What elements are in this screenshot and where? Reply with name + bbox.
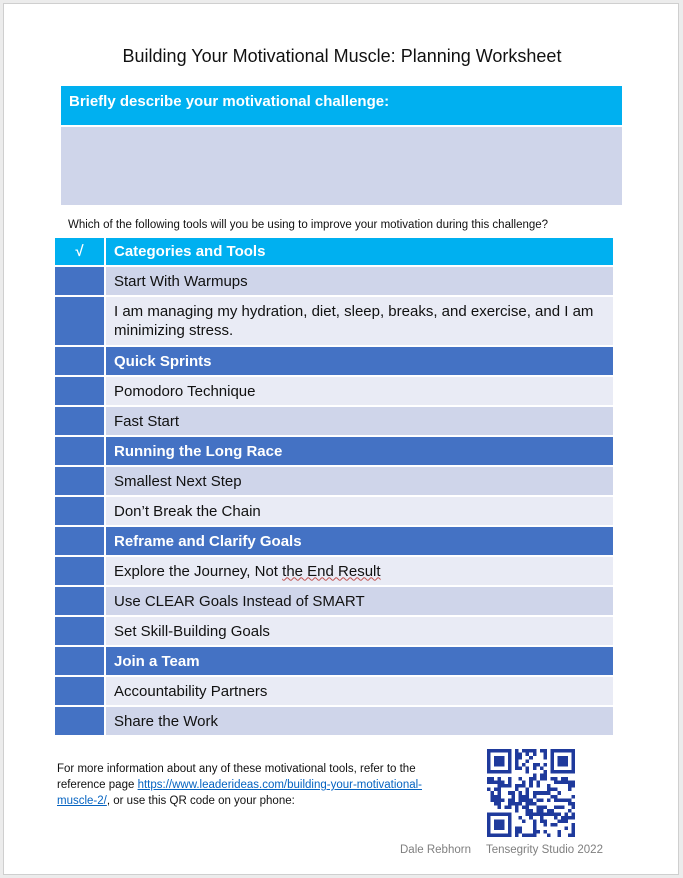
tool-row [54, 556, 614, 586]
challenge-heading: Briefly describe your motivational challenge: [61, 86, 622, 125]
tool-row [54, 376, 614, 406]
tool-checkbox[interactable] [54, 376, 105, 406]
tool-checkbox[interactable] [54, 466, 105, 496]
tool-label: Set Skill-Building Goals [105, 616, 614, 646]
footer-note [57, 761, 437, 809]
tool-checkbox[interactable] [54, 556, 105, 586]
tool-checkbox[interactable] [54, 296, 105, 346]
tools-question: Which of the following tools will you be using to improve your motivation during this challenge? [68, 219, 549, 231]
category-check-cell [54, 646, 105, 676]
tool-row [54, 266, 614, 296]
tool-row [54, 676, 614, 706]
tool-checkbox[interactable] [54, 676, 105, 706]
tool-label: Don’t Break the Chain [105, 496, 614, 526]
tool-label: Share the Work [105, 706, 614, 736]
category-row [54, 526, 614, 556]
tool-row [54, 616, 614, 646]
author-name: Dale Rebhorn [400, 844, 471, 856]
tool-row [54, 296, 614, 346]
category-label: Running the Long Race [105, 436, 614, 466]
tool-checkbox[interactable] [54, 496, 105, 526]
challenge-response-field[interactable] [61, 127, 622, 205]
tool-label: Smallest Next Step [105, 466, 614, 496]
tool-row [54, 466, 614, 496]
tool-label [105, 556, 614, 586]
tool-label: I am managing my hydration, diet, sleep, breaks, and exercise, and I am minimizing stress. [105, 296, 614, 346]
check-column-header: √ [54, 237, 105, 266]
tool-label: Start With Warmups [105, 266, 614, 296]
tool-checkbox[interactable] [54, 266, 105, 296]
tool-label: Accountability Partners [105, 676, 614, 706]
categories-column-header: Categories and Tools [105, 237, 614, 266]
reference-link[interactable]: https://www.leaderideas.com/building-your-motivational-muscle-2/ [57, 779, 422, 807]
category-check-cell [54, 346, 105, 376]
tool-checkbox[interactable] [54, 706, 105, 736]
category-row [54, 646, 614, 676]
category-label: Reframe and Clarify Goals [105, 526, 614, 556]
tool-label: Use CLEAR Goals Instead of SMART [105, 586, 614, 616]
qr-code-icon [487, 749, 575, 837]
tools-table [53, 236, 615, 737]
tool-checkbox[interactable] [54, 616, 105, 646]
tool-label: Pomodoro Technique [105, 376, 614, 406]
category-check-cell [54, 526, 105, 556]
tool-row [54, 586, 614, 616]
tool-row [54, 706, 614, 736]
category-check-cell [54, 436, 105, 466]
tool-checkbox[interactable] [54, 586, 105, 616]
tool-checkbox[interactable] [54, 406, 105, 436]
category-label: Quick Sprints [105, 346, 614, 376]
tool-row [54, 496, 614, 526]
category-row [54, 436, 614, 466]
spellcheck-flagged-text: the End Result [282, 562, 381, 580]
tool-row [54, 406, 614, 436]
category-label: Join a Team [105, 646, 614, 676]
category-row [54, 346, 614, 376]
footer-text-after: , or use this QR code on your phone: [106, 795, 295, 807]
page-title: Building Your Motivational Muscle: Planning Worksheet [122, 46, 562, 66]
tool-label-part: Explore the Journey, Not [114, 562, 283, 580]
tool-label: Fast Start [105, 406, 614, 436]
credits [400, 844, 615, 856]
studio-name: Tensegrity Studio 2022 [485, 844, 603, 856]
table-header-row [54, 237, 614, 266]
footer-text-before: For more information about any of these motivational tools, refer to the reference page [57, 763, 416, 791]
